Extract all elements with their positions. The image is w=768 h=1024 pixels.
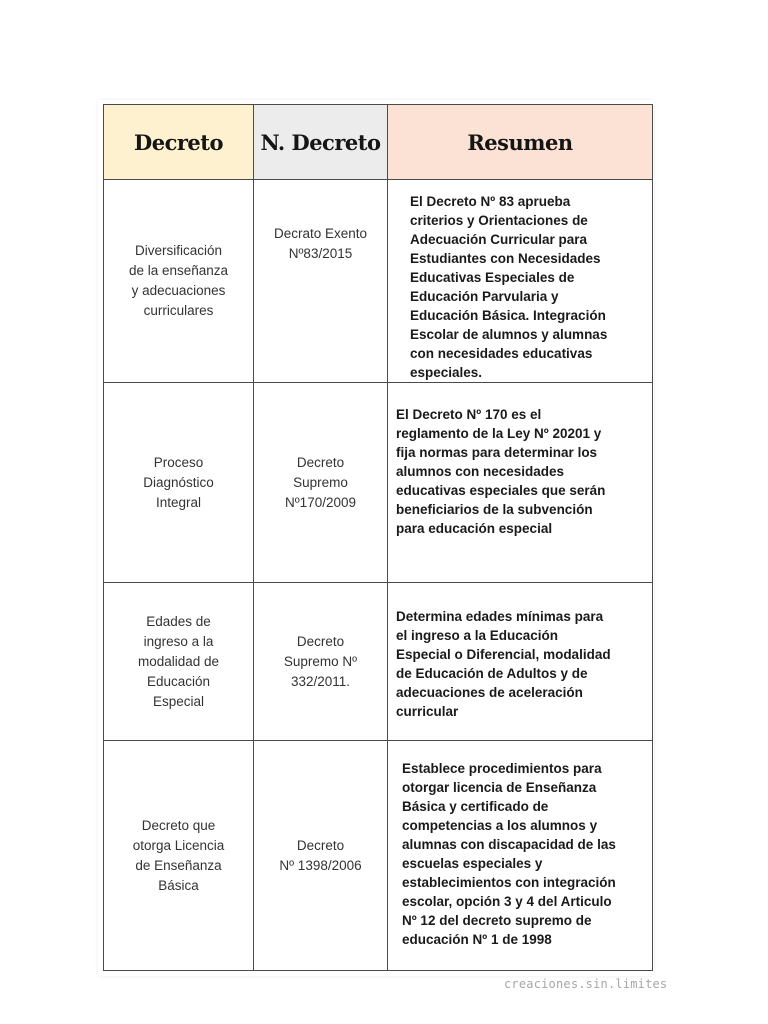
resumen-text: El Decreto Nº 83 aprueba criterios y Orientaciones de Adecuación Curricular para Estudiantes con Necesidades Educativas Especiales de Educación Parvularia y Educación Básica. Integración Escolar de alumnos y alumnas con necesidades educativas especiales. [410, 194, 608, 380]
numero-text: Decrato Exento Nº83/2015 [273, 226, 368, 261]
numero-text: Decreto Nº 1398/2006 [279, 837, 362, 873]
table-header-row [104, 105, 653, 180]
tema-text: Proceso Diagnóstico Integral [143, 454, 214, 510]
header-decreto: Decreto [104, 105, 254, 180]
tema-text: Decreto que otorga Licencia de Enseñanza Básica [132, 817, 225, 893]
cell-resumen [388, 583, 653, 741]
cell-tema [104, 583, 254, 741]
table-row [104, 741, 653, 971]
numero-text: Decreto Supremo Nº 332/2011. [283, 633, 358, 689]
numero-text: Decreto Supremo Nº170/2009 [285, 454, 356, 510]
header-resumen: Resumen [388, 105, 653, 180]
cell-tema [104, 741, 254, 971]
resumen-text: Determina edades mínimas para el ingreso a la Educación Especial o Diferencial, modalidad de Educación de Adultos y de adecuaciones de aceleración curricular [396, 609, 611, 719]
tema-text: Diversificación de la enseñanza y adecuaciones curriculares [128, 243, 229, 318]
cell-resumen [388, 180, 653, 383]
resumen-text: El Decreto Nº 170 es el reglamento de la Ley Nº 20201 y fija normas para determinar los alumnos con necesidades educativas especiales que serán beneficiarios de la subvención para educación especial [396, 407, 606, 536]
cell-tema [104, 180, 254, 383]
cell-tema [104, 383, 254, 583]
table-row [104, 383, 653, 583]
tema-text: Edades de ingreso a la modalidad de Educación Especial [137, 613, 220, 709]
cell-resumen [388, 741, 653, 971]
header-numero-decreto: N. Decreto [254, 105, 388, 180]
cell-resumen [388, 383, 653, 583]
decretos-table [103, 104, 653, 971]
table-row [104, 583, 653, 741]
watermark: creaciones.sin.limites [504, 977, 668, 991]
cell-numero [254, 583, 388, 741]
cell-numero [254, 741, 388, 971]
table-row [104, 180, 653, 383]
cell-numero [254, 383, 388, 583]
resumen-text: Establece procedimientos para otorgar licencia de Enseñanza Básica y certificado de competencias a los alumnos y alumnas con discapacidad de las escuelas especiales y establecimientos con integración escolar, opción 3 y 4 del Articulo Nº 12 del decreto supremo de educación Nº 1 de 1998 [402, 761, 616, 947]
cell-numero [254, 180, 388, 383]
